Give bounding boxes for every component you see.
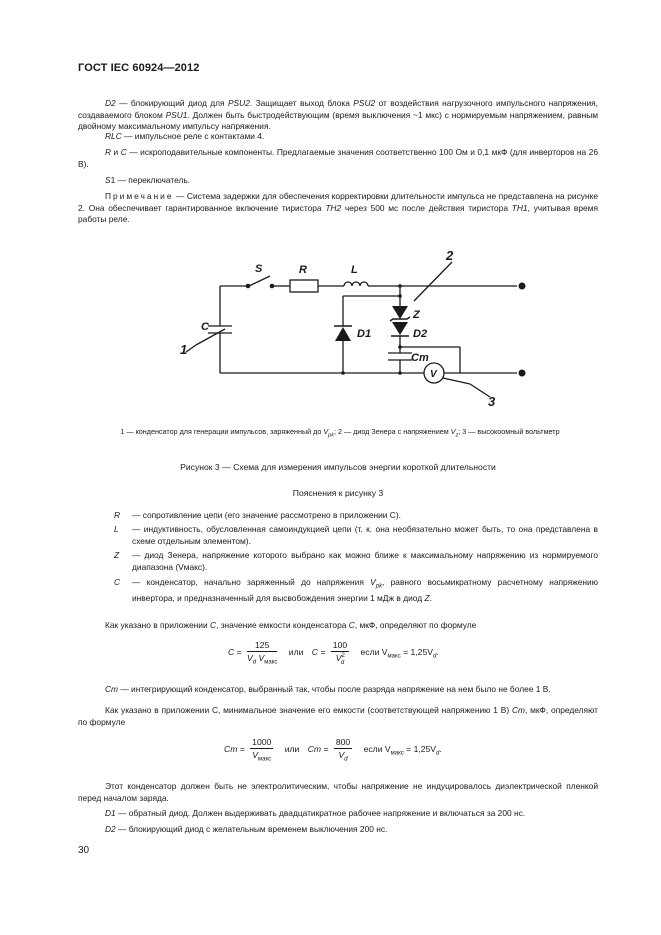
junction-bottom-cm: [398, 371, 402, 375]
label-2: 2: [446, 248, 454, 263]
explanation-c: C — конденсатор, начально заряженный до напряжения $V_{pk}$, равного восьмикратному расчетному напряжению инвертора, и предназначенный для высвобождения энергии 1 мДж в диод Z.: [114, 577, 598, 604]
leader-3-tick: [470, 384, 490, 397]
leader-3: [443, 378, 470, 384]
paragraph-closing-d1: D1 — обратный диод. Должен выдерживать двадцатикратное рабочее напряжение и включаться за 200 нс.: [105, 808, 526, 818]
label-v: V: [430, 369, 437, 380]
figure-caption: Рисунок 3 — Схема для измерения импульсов энергии короткой длительности: [180, 462, 496, 472]
label-r: R: [299, 264, 307, 276]
label-3: 3: [488, 394, 496, 409]
label-d2: D2: [413, 328, 428, 340]
paragraph-rlc: RLC — импульсное реле с контактами 4.: [105, 131, 265, 141]
paragraph-dielectric: Этот конденсатор должен быть не электролитическим, чтобы напряжение не индуцировалось диэлектрической пленкой перед началом заряда.: [78, 781, 598, 803]
paragraph-note: Примечание — Система задержки для обеспечения корректировки длительности импульса не представлена на рисунке 2. Она обеспечивает гарантированное включение тиристора TH2 через 500 мс после действия тиристора TH1, учитывая время работы реле.: [78, 191, 598, 225]
formula2-fraction-a: $\frac{1000}{V_{макс}}$: [252, 737, 272, 763]
explanations-heading: Пояснения к рисунку 3: [292, 488, 384, 498]
leader-2: [414, 262, 452, 301]
document-header: ГОСТ IEC 60924—2012: [78, 62, 200, 74]
diode-d1-triangle: [335, 327, 351, 341]
formula1-fraction-a: $\frac{125}{V_d V_{макс}}$: [247, 640, 278, 666]
diode-d2-triangle: [392, 322, 408, 335]
junction-top: [398, 284, 402, 288]
switch-contact-right: [270, 284, 275, 289]
formula2-fraction-b: $\frac{800}{V_d}$: [335, 737, 351, 763]
paragraph-rc: R и C — искроподавительные компоненты. Предлагаемые значения соответственно 100 Ом и 0,1 мкФ (для инверторов на 26 В).: [78, 147, 598, 169]
label-s: S: [255, 263, 263, 275]
page-number: 30: [78, 845, 90, 856]
paragraph-d2: D2 — блокирующий диод для PSU2. Защищает выход блока PSU2 от воздействия нагрузочного импульсного напряжения, создаваемого блоком PSU1. Должен быть быстродействующим (время выключения ~1 мкс) с нормируемым напряжением, равным двойному максимальному импульсу напряжения.: [78, 98, 598, 132]
explanation-l: L — индуктивность, обусловленная самоиндукцией цепи (т. к. она необязательно может быть, то она представлена в схеме отдельным элементом).: [114, 524, 598, 546]
terminal-bottom: [519, 370, 526, 377]
terminal-top: [519, 283, 526, 290]
formula2-intro: Как указано в приложении С, минимальное значение его емкости (соответствующей напряжению 1 В) Cm, мкФ, определяют по формуле: [78, 705, 598, 727]
junction-d1: [398, 294, 402, 298]
zener-z-triangle: [392, 306, 408, 319]
junction-cm: [398, 345, 402, 349]
label-d1: D1: [357, 328, 372, 340]
label-z: Z: [413, 309, 420, 321]
paragraph-cm: Cm — интегрирующий конденсатор, выбранный так, чтобы после разряда напряжение на нем было не более 1 В.: [105, 684, 551, 694]
formula1-intro: Как указано в приложении C, значение емкости конденсатора C, мкФ, определяют по формуле: [105, 620, 477, 630]
resistor-body: [290, 280, 318, 292]
inductor-coil: [344, 282, 368, 286]
switch-blade: [249, 276, 270, 286]
leader-1-tick: [186, 345, 196, 352]
paragraph-closing-d2: D2 — блокирующий диод с желательным временем выключения 200 нс.: [105, 824, 388, 834]
formula2: Cm = $\frac{1000}{V_{макс}}$ или Cm = $\frac{800}{V_d}$ если $V_{макс} = 1,25V_d$.: [224, 737, 442, 763]
figure-legend: 1 — конденсатор для генерации импульсов, заряженный до $V_{pk}$; 2 — диод Зенера с напряжением $V_z$; 3 — высокоомный вольтметр: [120, 427, 560, 439]
formula1-fraction-b: $\frac{100}{V^2_d}$: [332, 640, 348, 666]
formula1: C = $\frac{125}{V_d V_{макс}}$ или C = $\frac{100}{V^2_d}$ если $V_{макс} = 1,25V_d$.: [228, 640, 439, 666]
paragraph-s1: S1 — переключатель.: [105, 175, 191, 185]
label-c: C: [201, 321, 209, 333]
explanation-r: R — сопротивление цепи (его значение рассмотрено в приложении С).: [114, 510, 401, 520]
label-l: L: [351, 264, 358, 276]
circuit-diagram: [0, 240, 661, 420]
label-cm: Cm: [411, 352, 429, 364]
switch-contact-left: [246, 284, 251, 289]
junction-bottom-d1: [341, 371, 345, 375]
label-1: 1: [180, 342, 188, 357]
explanation-z: Z — диод Зенера, напряжение которого выбрано как можно ближе к максимальному напряжению из нормируемого диапазона (Vмакс).: [114, 550, 598, 572]
